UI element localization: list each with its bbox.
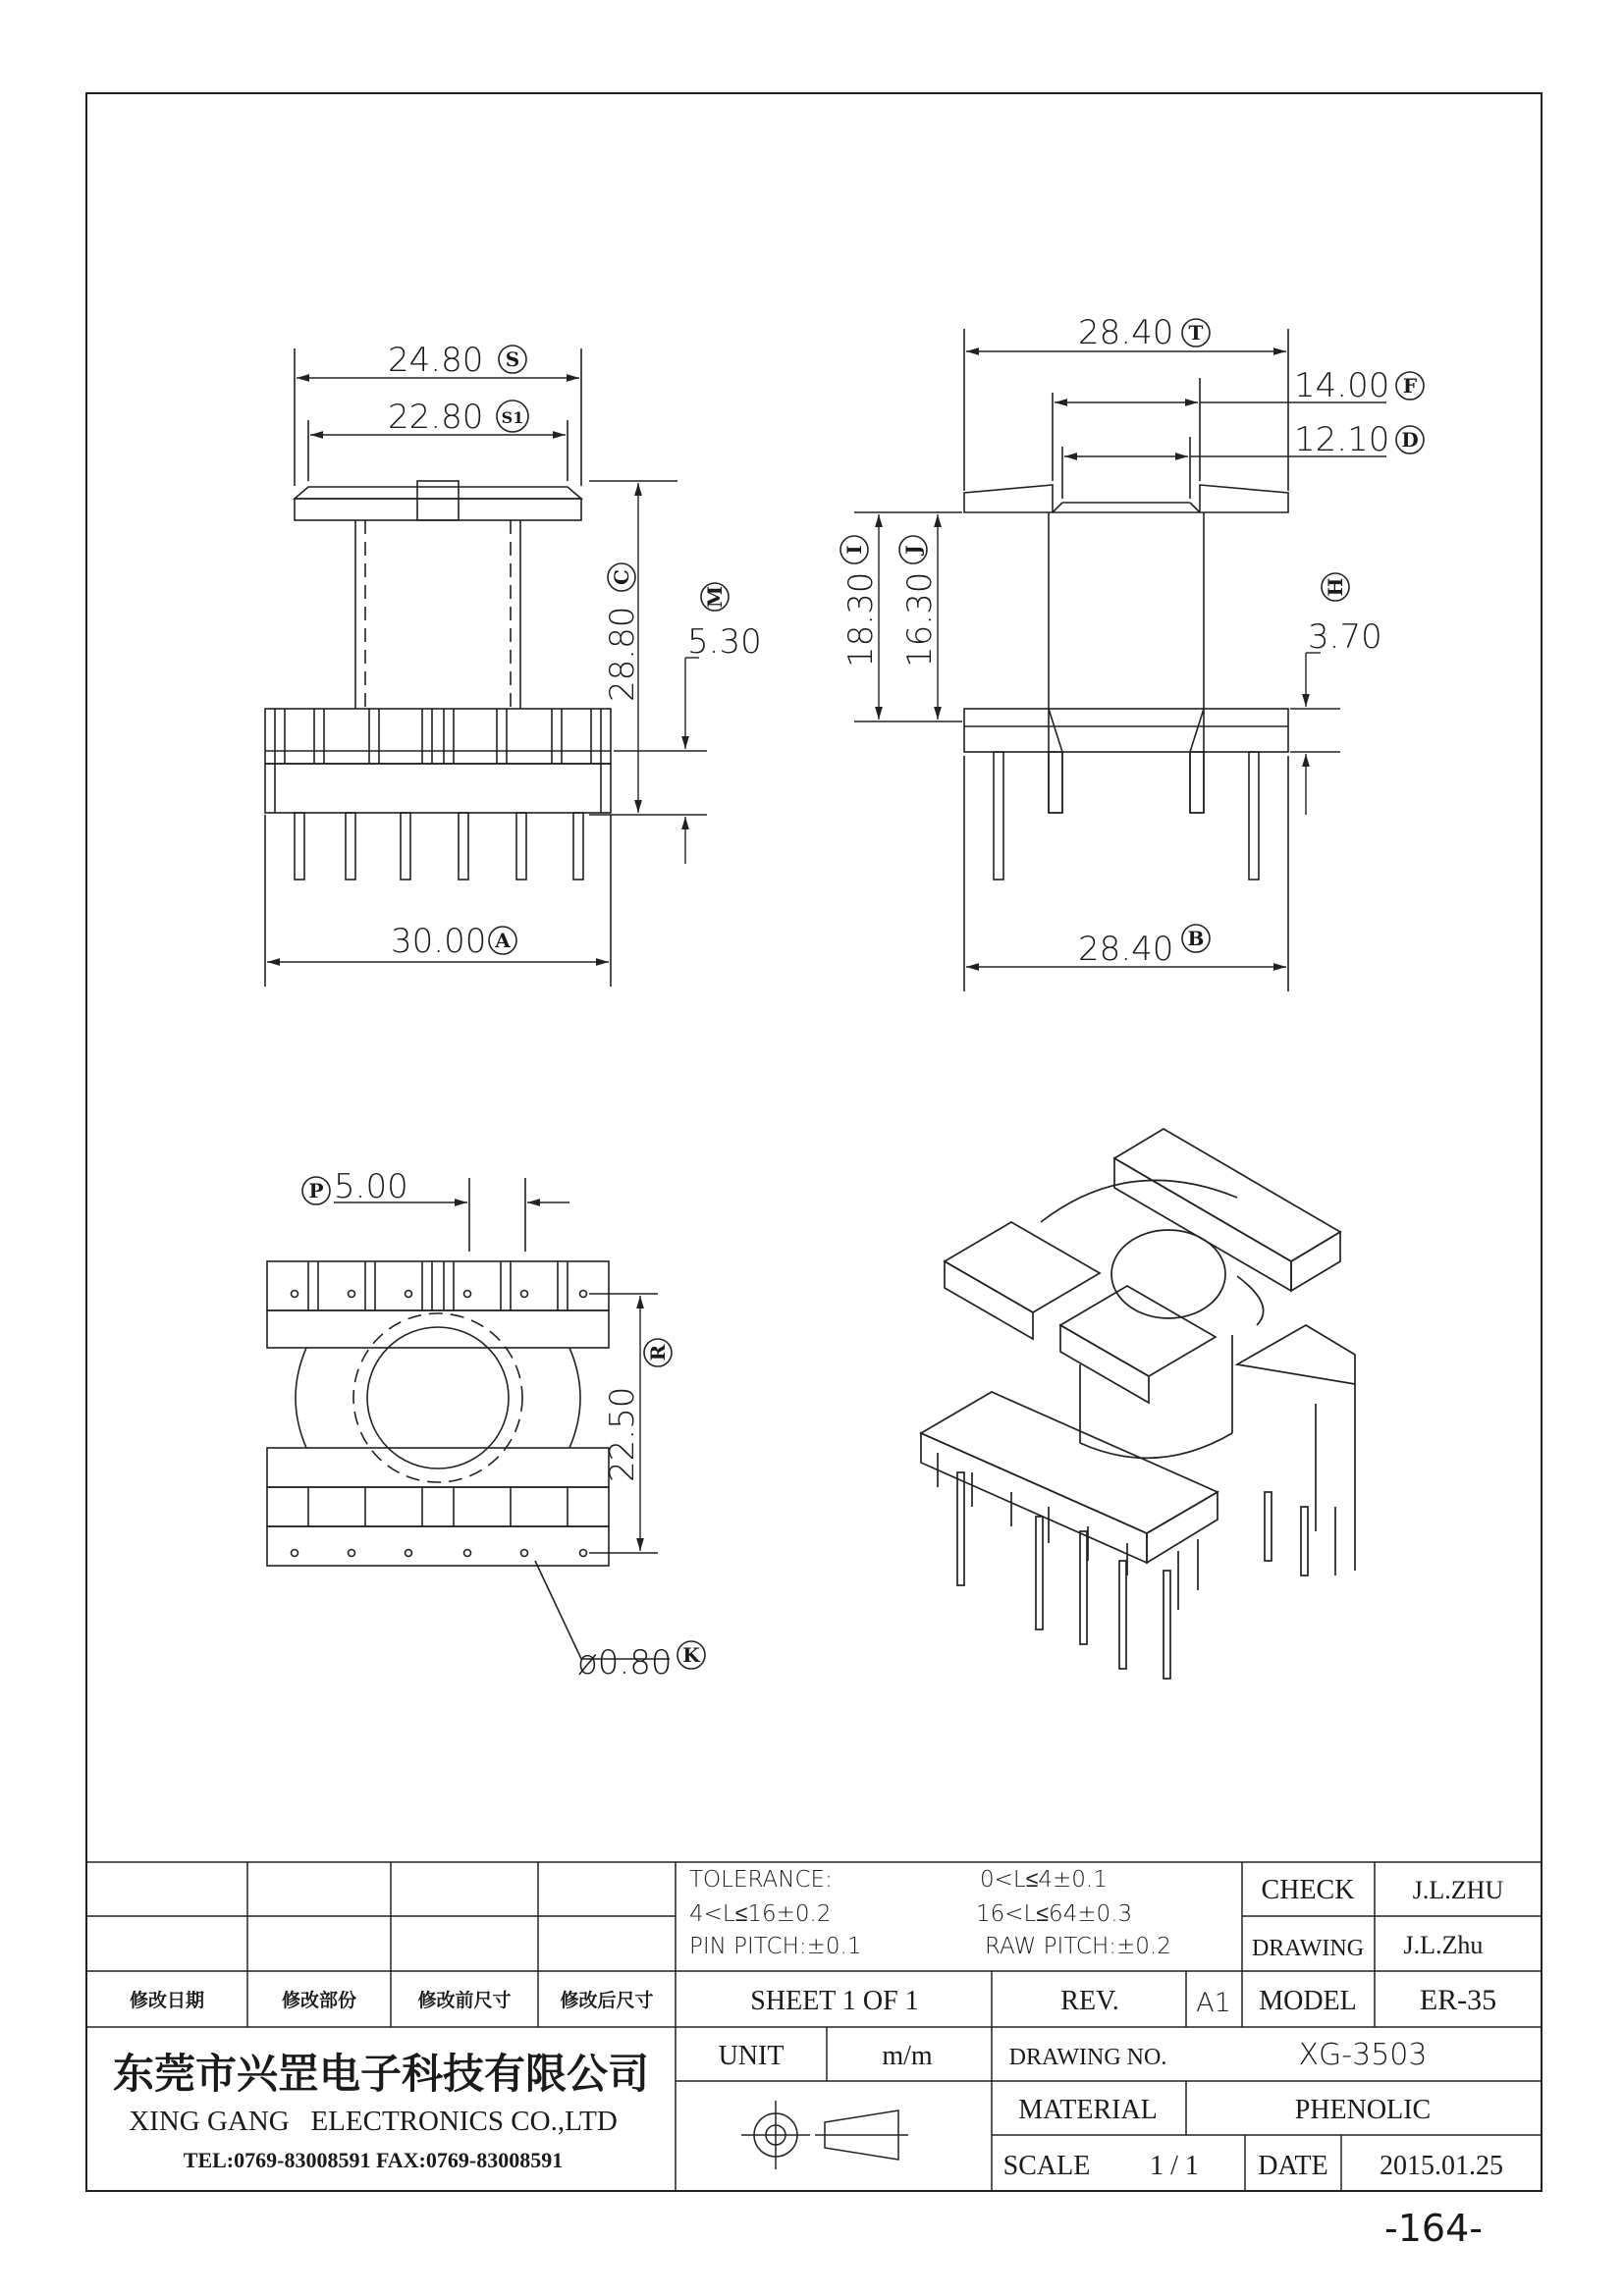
check-value: J.L.ZHU [1412,1876,1504,1904]
side-view-dimensions [879,351,1321,967]
svg-text:H: H [1324,577,1347,597]
dim-i-value: 18.30 [841,571,881,667]
svg-text:I: I [842,545,866,555]
svg-text:F: F [1402,374,1418,398]
dim-d-value: 12.10 [1294,420,1390,459]
tag-m [701,583,729,611]
model-label: MODEL [1259,1986,1357,2016]
dim-j-value: 16.30 [900,571,940,667]
page-number: -164- [1384,2207,1483,2250]
svg-text:P: P [308,1179,324,1202]
tag-j [899,536,927,563]
tag-k [677,1641,705,1669]
scale-value: 1 / 1 [1150,2151,1199,2181]
tag-s [499,346,526,373]
svg-text:C: C [610,569,633,585]
rev-label: REV. [1060,1986,1119,2016]
tag-d [1396,426,1424,454]
bottom-view-dimensions [334,1202,640,1551]
dim-m-value: 5.30 [687,622,762,662]
dim-b-value: 28.40 [1078,930,1174,969]
svg-text:D: D [1401,428,1419,452]
tolerance-range-2: 4<L≤16±0.2 [689,1901,832,1927]
dim-row-spacing-value: 22.50 [603,1386,642,1482]
unit-label: UNIT [718,2041,785,2071]
unit-value: m/m [882,2041,933,2071]
svg-text:M: M [703,585,727,609]
material-value: PHENOLIC [1294,2095,1432,2125]
date-label: DATE [1258,2151,1328,2181]
dim-pin-dia-value: ø0.80 [577,1643,673,1682]
dim-pitch-value: 5.00 [334,1167,408,1206]
rev-header-before: 修改前尺寸 [417,1990,512,2011]
tag-b [1182,925,1210,952]
svg-text:R: R [646,1344,670,1362]
isometric-view [921,1129,1355,1679]
dim-t-value: 28.40 [1078,313,1174,352]
date-value: 2015.01.25 [1380,2151,1503,2181]
tag-i [840,536,868,563]
drawing-no-label: DRAWING NO. [1008,2045,1167,2070]
rev-header-date: 修改日期 [129,1990,205,2011]
tag-s1 [497,400,528,432]
dim-s1-value: 22.80 [388,398,484,437]
drawing-no-value: XG-3503 [1298,2038,1428,2072]
dim-width-value: 30.00 [391,922,487,961]
rev-header-after: 修改后尺寸 [560,1990,654,2011]
projection-symbol [741,2101,908,2169]
drawing-value: J.L.Zhu [1403,1931,1484,1959]
material-label: MATERIAL [1018,2095,1158,2125]
tag-c [608,563,635,591]
dim-h-value: 3.70 [1308,617,1382,657]
svg-text:K: K [682,1643,700,1667]
svg-text:B: B [1187,927,1205,950]
dim-f-value: 14.00 [1294,366,1390,405]
svg-text:T: T [1188,321,1204,345]
drawing-label: DRAWING [1251,1936,1365,1961]
sheet-count: SHEET 1 OF 1 [750,1986,919,2016]
svg-text:A: A [495,929,511,952]
svg-text:J: J [901,545,925,555]
rev-header-part: 修改部份 [281,1990,357,2011]
rev-value: A1 [1196,1988,1231,2018]
scale-label: SCALE [1002,2151,1091,2181]
tolerance-range-3: 16<L≤64±0.3 [976,1901,1133,1927]
tag-f [1396,372,1424,400]
company-name-cn: 东莞市兴罡电子科技有限公司 [112,2050,650,2098]
tag-h [1322,573,1349,601]
svg-text:S1: S1 [501,408,524,427]
company-contact: TEL:0769-83008591 FAX:0769-83008591 [183,2148,564,2172]
tag-p [302,1177,330,1204]
tag-r [644,1339,672,1366]
svg-text:S: S [505,347,520,371]
company-name-en: XING GANG ELECTRONICS CO.,LTD [129,2106,618,2137]
pin-pitch-tolerance: PIN PITCH:±0.1 [689,1934,862,1959]
model-value: ER-35 [1419,1984,1497,2016]
tolerance-label: TOLERANCE: [689,1867,833,1893]
tolerance-range-1: 0<L≤4±0.1 [980,1867,1108,1893]
dim-s-value: 24.80 [388,341,484,380]
dim-height-value: 28.80 [603,606,642,702]
tag-t [1182,319,1210,347]
tag-a [489,927,516,954]
check-label: CHECK [1261,1875,1355,1905]
raw-pitch-tolerance: RAW PITCH:±0.2 [985,1934,1171,1959]
